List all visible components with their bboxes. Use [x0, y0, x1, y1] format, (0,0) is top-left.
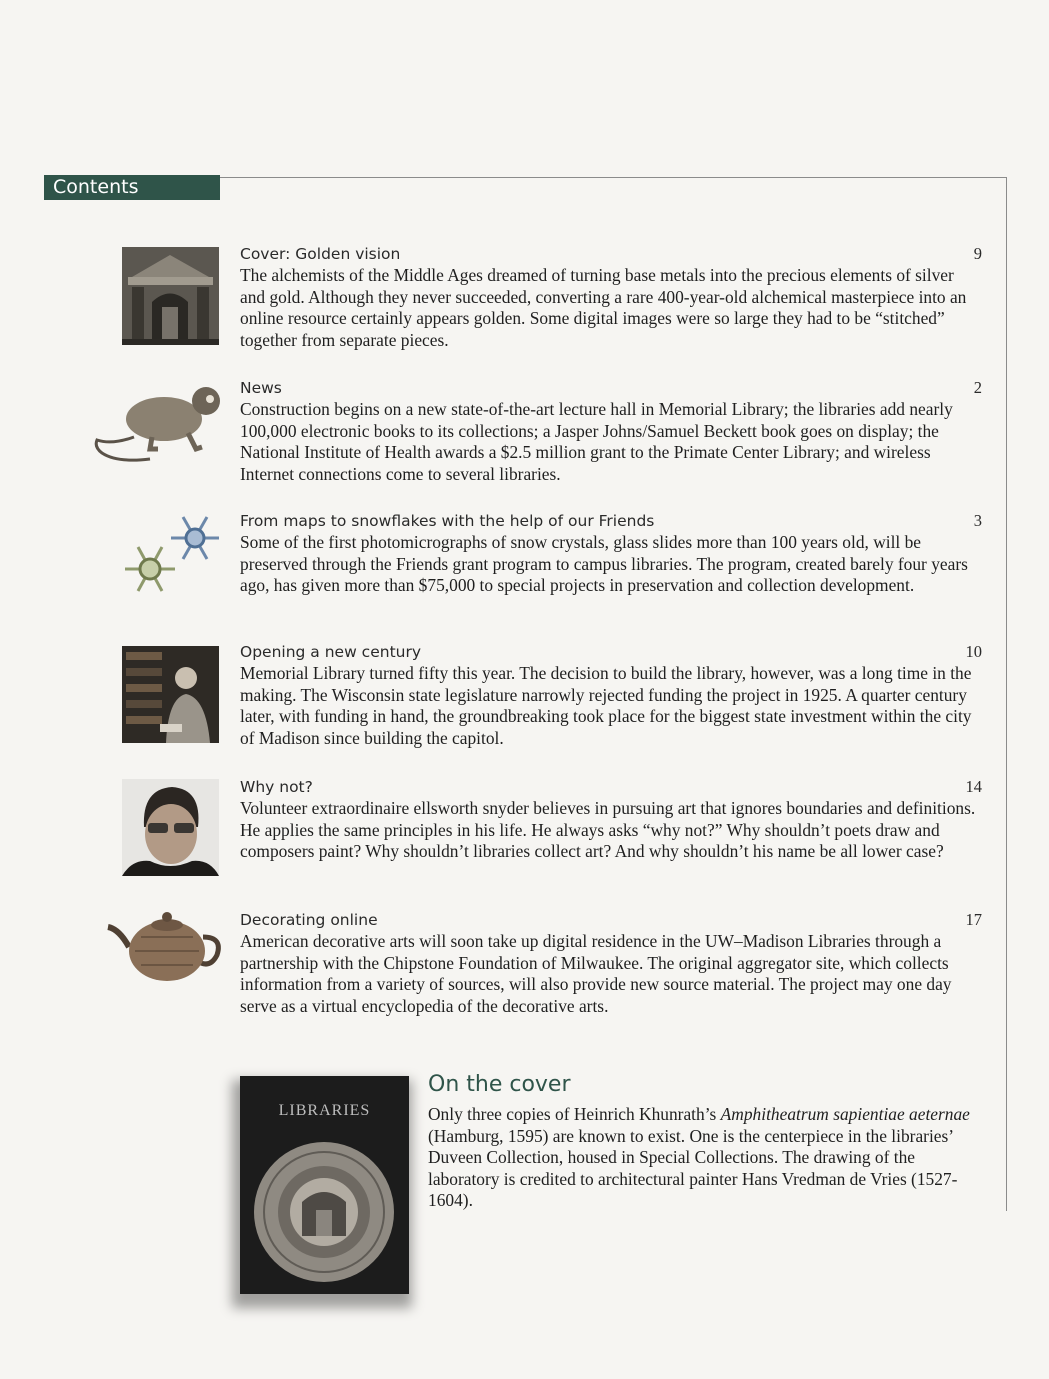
toc-entry[interactable]	[240, 510, 982, 597]
entry-page-number: 3	[973, 511, 982, 530]
entry-description: American decorative arts will soon take up digital residence in the UW–Madison Libraries through a partnership with the Chipstone Foundation of Milwaukee. The original aggregator site, which collects information from a variety of sources, will also provide new source material. The project may one day serve as a virtual encyclopedia of the decorative arts.	[240, 931, 952, 1016]
entry-page-number: 17	[965, 910, 982, 929]
cover-description	[428, 1104, 988, 1212]
entry-title[interactable]: Why not?	[240, 778, 313, 796]
cover-heading: On the cover	[428, 1072, 571, 1097]
entry-page-number: 10	[965, 642, 982, 661]
monkey-thumbnail	[92, 375, 222, 470]
entry-description: Memorial Library turned fifty this year. The decision to build the library, however, was a long time in the making. The Wisconsin state legislature narrowly rejected funding the project in 1925. A quarter century later, with funding in hand, the groundbreaking took place for the biggest state investment within the city of Madison since building the capitol.	[240, 663, 972, 748]
entry-title[interactable]: News	[240, 379, 282, 397]
toc-entry[interactable]	[240, 377, 982, 485]
entry-title[interactable]: Cover: Golden vision	[240, 245, 401, 263]
toc-entry[interactable]	[240, 641, 982, 749]
toc-entry[interactable]	[240, 909, 982, 1017]
entry-title[interactable]: Decorating online	[240, 911, 378, 929]
building-facade-thumbnail	[122, 247, 219, 345]
entry-description: Volunteer extraordinaire ellsworth snyder believes in pursuing art that ignores boundaries and definitions. He applies the same principles in his life. He always asks “why not?” Why shouldn’t poets draw and composers paint? Why shouldn’t libraries collect art? And why shouldn’t his name be all lower case?	[240, 798, 976, 861]
cover-text-end: (Hamburg, 1595) are known to exist. One is the centerpiece in the libraries’ Duveen Collection, housed in Special Collections. The drawing of the laboratory is credited to architectural painter Hans Vredman de Vries (1527-1604).	[428, 1125, 958, 1210]
toc-entry[interactable]	[240, 776, 982, 863]
teapot-thumbnail	[105, 907, 227, 987]
toc-entry[interactable]	[240, 243, 982, 351]
snowflake-thumbnail	[118, 505, 224, 600]
cover-book-title: Amphitheatrum sapientiae aeternae	[720, 1104, 970, 1124]
entry-page-number: 2	[973, 378, 982, 397]
entry-description: Some of the first photomicrographs of snow crystals, glass slides more than 100 years old, will be preserved through the Friends grant program to campus libraries. The program, created barely four years ago, has given more than $75,000 to special projects in preservation and collection development.	[240, 532, 968, 595]
woman-in-library-thumbnail	[122, 646, 219, 743]
man-portrait-thumbnail	[122, 779, 219, 876]
entry-description: Construction begins on a new state-of-the-art lecture hall in Memorial Library; the libraries add nearly 100,000 electronic books to its collections; a Jasper Johns/Samuel Beckett book goes on display; the National Institute of Health awards a $2.5 million grant to the Primate Center Library; and wireless Internet connections come to several libraries.	[240, 399, 953, 484]
cover-image-title: LIBRARIES	[278, 1102, 371, 1119]
frame-top-rule	[220, 177, 1007, 178]
cover-text-start: Only three copies of Heinrich Khunrath’s	[428, 1104, 721, 1124]
entry-title[interactable]: From maps to snowflakes with the help of our Friends	[240, 512, 655, 530]
entry-title[interactable]: Opening a new century	[240, 643, 422, 661]
cover-image	[240, 1076, 409, 1294]
contents-header: Contents	[44, 175, 220, 200]
entry-description: The alchemists of the Middle Ages dreamed of turning base metals into the precious elements of silver and gold. Although they never succeeded, converting a rare 400-year-old alchemical masterpiece into an online resource certainly appears golden. Some digital images were so large they had to be “stitched” together from separate pieces.	[240, 265, 967, 350]
entry-page-number: 9	[973, 244, 982, 263]
frame-right-rule	[1006, 177, 1007, 1211]
entry-page-number: 14	[965, 777, 982, 796]
